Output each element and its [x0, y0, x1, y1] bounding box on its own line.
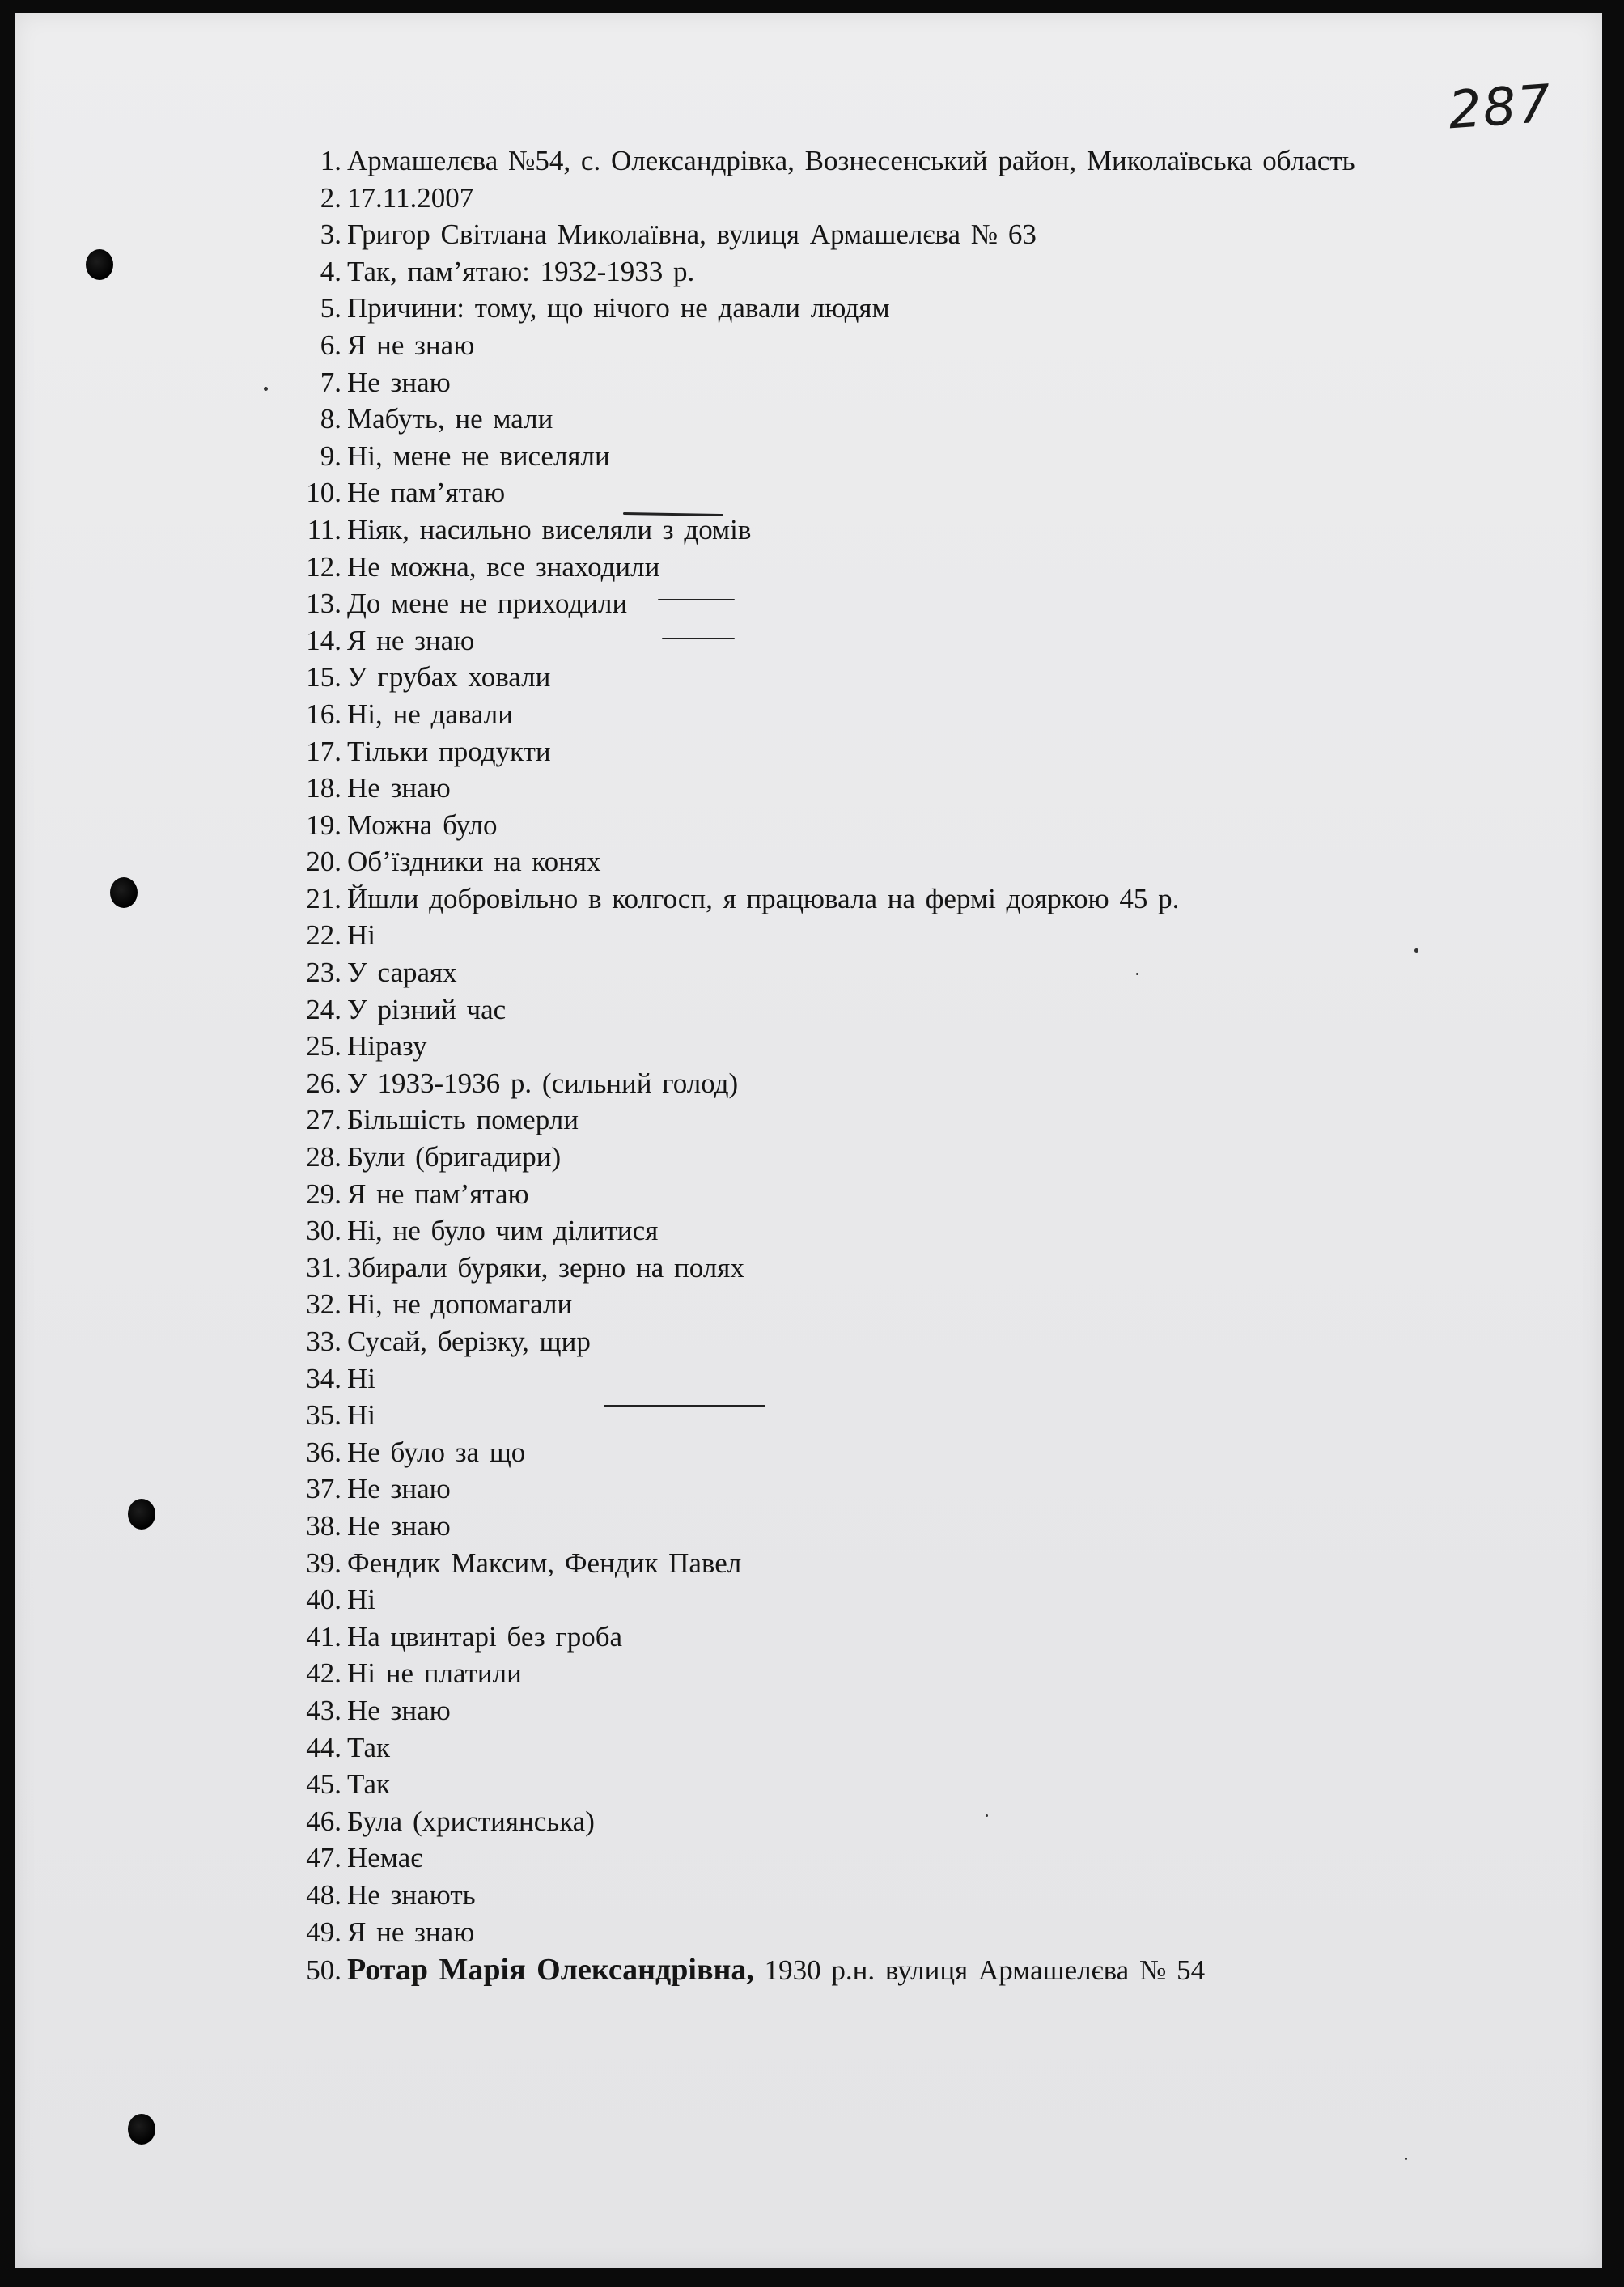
- answer-item: [284, 1692, 1384, 1729]
- answer-text: У 1933-1936 р. (сильний голод): [347, 1067, 739, 1099]
- answer-item: [284, 1434, 1384, 1471]
- answer-text: Немає: [347, 1842, 423, 1874]
- answer-text: 17.11.2007: [347, 181, 474, 214]
- answer-text: У різний час: [347, 993, 507, 1025]
- answer-text: Ні, не допомагали: [347, 1288, 573, 1321]
- answer-text: Ніразу: [347, 1030, 427, 1063]
- punch-hole: [128, 2114, 155, 2145]
- answer-item: [284, 843, 1384, 880]
- answer-number: 12.: [306, 550, 341, 583]
- answer-number: 34.: [306, 1362, 341, 1394]
- answer-number: 47.: [306, 1842, 341, 1874]
- answer-item: [284, 1508, 1384, 1545]
- answer-number: 3.: [320, 219, 341, 251]
- answer-text: Не знаю: [347, 1473, 451, 1505]
- answer-number: 37.: [306, 1473, 341, 1505]
- answer-item: [284, 770, 1384, 807]
- answer-text: Ніяк, насильно виселяли з домів: [347, 513, 752, 545]
- answer-number: 17.: [306, 735, 341, 767]
- answer-number: 4.: [320, 255, 341, 287]
- answer-text: Не знаю: [347, 366, 451, 398]
- answer-number: 25.: [306, 1030, 341, 1063]
- answer-text: Я не знаю: [347, 1916, 475, 1948]
- answer-item: [284, 401, 1384, 438]
- answer-item: [284, 1323, 1384, 1360]
- answer-item: [284, 1914, 1384, 1951]
- answer-text: Не можна, все знаходили: [347, 550, 660, 583]
- answer-number: 29.: [306, 1177, 341, 1210]
- answer-number: 27.: [306, 1104, 341, 1136]
- answer-text: Ні, мене не виселяли: [347, 439, 610, 472]
- answer-number: 41.: [306, 1620, 341, 1653]
- answer-item: [284, 180, 1384, 217]
- answer-text: Григор Світлана Миколаївна, вулиця Армашелєва № 63: [347, 219, 1037, 251]
- answer-item: [284, 954, 1384, 991]
- answer-number: 15.: [306, 661, 341, 694]
- answer-text: Я не знаю: [347, 329, 475, 361]
- answer-item: [284, 1803, 1384, 1840]
- answer-text: Ні, не було чим ділитися: [347, 1215, 659, 1247]
- answer-item: [284, 290, 1384, 327]
- answer-number: 14.: [306, 624, 341, 656]
- answer-text: Ні: [347, 919, 375, 952]
- answer-text: До мене не приходили: [347, 588, 628, 620]
- answer-number: 19.: [306, 808, 341, 841]
- answer-text: Збирали буряки, зерно на полях: [347, 1251, 744, 1284]
- answer-number: 35.: [306, 1399, 341, 1432]
- answer-text: Сусай, берізку, щир: [347, 1326, 591, 1357]
- answer-number: 49.: [306, 1916, 341, 1948]
- answer-text: Я не знаю: [347, 624, 475, 656]
- answer-number: 21.: [306, 882, 341, 914]
- questionnaire-answers: [284, 142, 1384, 1989]
- answer-text: Причини: тому, що нічого не давали людям: [347, 292, 890, 325]
- answer-number: 8.: [320, 403, 341, 435]
- answer-number: 48.: [306, 1878, 341, 1911]
- answer-text: Я не пам’ятаю: [347, 1177, 529, 1210]
- answer-text: Ні: [347, 1362, 375, 1394]
- answer-text: Тільки продукти: [347, 735, 551, 767]
- answer-text: Більшість померли: [347, 1104, 579, 1136]
- punch-hole: [128, 1499, 155, 1530]
- answer-number: 44.: [306, 1731, 341, 1763]
- answer-number: 10.: [306, 477, 341, 509]
- answer-text: Були (бригадири): [347, 1141, 562, 1173]
- answer-item: [284, 1729, 1384, 1767]
- answer-number: 23.: [306, 957, 341, 989]
- answer-item: [284, 1877, 1384, 1914]
- answer-number: 26.: [306, 1067, 341, 1099]
- paper-speck: [264, 387, 268, 391]
- answer-item: [284, 1655, 1384, 1692]
- answer-item: [284, 733, 1384, 770]
- answer-item: [284, 1470, 1384, 1508]
- answer-number: 39.: [306, 1547, 341, 1579]
- answer-text: Йшли добровільно в колгосп, я працювала на фермі дояркою 45 р.: [347, 882, 1180, 914]
- answer-text: Так, пам’ятаю: 1932-1933 р.: [347, 255, 695, 287]
- answer-item: [284, 253, 1384, 291]
- answer-number: 7.: [320, 366, 341, 398]
- answer-text: Не знаю: [347, 772, 451, 804]
- answer-item: [284, 142, 1384, 180]
- answer-item: [284, 1139, 1384, 1176]
- answer-text: Ні: [347, 1399, 375, 1432]
- answer-number: 33.: [306, 1326, 341, 1357]
- answer-item: [284, 1101, 1384, 1139]
- answer-text: На цвинтарі без гроба: [347, 1620, 623, 1653]
- answer-item-respondent: [284, 1952, 1384, 1989]
- answer-text: Ні, не давали: [347, 698, 513, 730]
- answer-item: [284, 1619, 1384, 1656]
- answer-item: [284, 1545, 1384, 1582]
- answer-text: Армашелєва №54, с. Олександрівка, Вознесенський район, Миколаївська область: [347, 145, 1355, 176]
- answer-text: Так: [347, 1731, 391, 1763]
- answer-item: [284, 1766, 1384, 1803]
- answer-item: [284, 1176, 1384, 1213]
- answer-text: Можна було: [347, 808, 498, 841]
- paper-speck: [1414, 948, 1418, 953]
- answer-text: Фендик Максим, Фендик Павел: [347, 1547, 742, 1579]
- answer-item: [284, 880, 1384, 918]
- answer-text: Не знаю: [347, 1694, 451, 1726]
- answer-item: [284, 1360, 1384, 1398]
- answer-item: [284, 622, 1384, 660]
- answer-text: Не знають: [347, 1878, 476, 1911]
- answer-item: [284, 659, 1384, 696]
- answer-item: [284, 364, 1384, 401]
- answer-text: [347, 1952, 1384, 1989]
- answer-text: Не пам’ятаю: [347, 477, 506, 509]
- answer-number: 16.: [306, 698, 341, 730]
- answer-item: [284, 1065, 1384, 1102]
- answer-text: Об’їздники на конях: [347, 846, 601, 878]
- answer-item: [284, 327, 1384, 364]
- answer-text: У сараях: [347, 957, 457, 989]
- answer-text: Ні не платили: [347, 1657, 522, 1690]
- answer-number: 36.: [306, 1436, 341, 1468]
- respondent-details: 1930 р.н. вулиця Армашелєва № 54: [764, 1954, 1206, 1987]
- answer-number: 22.: [306, 919, 341, 952]
- answer-item: [284, 1839, 1384, 1877]
- answer-item: [284, 1028, 1384, 1065]
- answer-item: [284, 991, 1384, 1029]
- answer-number: 9.: [320, 439, 341, 472]
- answer-number: 32.: [306, 1288, 341, 1321]
- answer-text: Так: [347, 1768, 391, 1801]
- answer-number: 43.: [306, 1694, 341, 1726]
- answer-item: [284, 1581, 1384, 1619]
- answer-number: 46.: [306, 1805, 341, 1837]
- answer-number: 2.: [320, 181, 341, 214]
- answer-number: 5.: [320, 292, 341, 325]
- answer-item: [284, 1250, 1384, 1287]
- answer-text: Не знаю: [347, 1509, 451, 1542]
- answer-number: 38.: [306, 1509, 341, 1542]
- answer-number: 30.: [306, 1215, 341, 1247]
- answer-text: Не було за що: [347, 1436, 526, 1468]
- answer-text: Ні: [347, 1584, 375, 1616]
- handwritten-page-number: 287: [1446, 74, 1554, 142]
- answer-item: [284, 1286, 1384, 1323]
- answer-item: [284, 585, 1384, 622]
- answer-number: 6.: [320, 329, 341, 361]
- answer-number: 11.: [307, 513, 341, 545]
- paper-speck: [1405, 2158, 1407, 2160]
- answer-item: [284, 474, 1384, 511]
- answer-number: 31.: [306, 1251, 341, 1284]
- answer-number: 1.: [320, 145, 341, 176]
- answer-item: [284, 696, 1384, 733]
- answer-text: Мабуть, не мали: [347, 403, 553, 435]
- punch-hole: [86, 249, 113, 280]
- answer-number: 20.: [306, 846, 341, 878]
- answer-item: [284, 1212, 1384, 1250]
- answer-number: 18.: [306, 772, 341, 804]
- answer-text: У грубах ховали: [347, 661, 551, 694]
- answer-item: [284, 807, 1384, 844]
- answer-item: [284, 216, 1384, 253]
- answer-number: 13.: [306, 588, 341, 620]
- respondent-name: Ротар Марія Олександрівна,: [347, 1953, 754, 1988]
- answer-item: [284, 549, 1384, 586]
- punch-hole: [110, 877, 138, 908]
- answer-number: 50.: [306, 1954, 341, 1987]
- answer-text: Була (християнська): [347, 1805, 595, 1837]
- answer-item: [284, 438, 1384, 475]
- answer-number: 24.: [306, 993, 341, 1025]
- document-page: [15, 13, 1602, 2268]
- answer-number: 28.: [306, 1141, 341, 1173]
- answer-item: [284, 917, 1384, 954]
- answer-item: [284, 1397, 1384, 1434]
- answer-item: [284, 511, 1384, 549]
- answer-number: 45.: [306, 1768, 341, 1801]
- answer-number: 40.: [306, 1584, 341, 1616]
- answer-number: 42.: [306, 1657, 341, 1690]
